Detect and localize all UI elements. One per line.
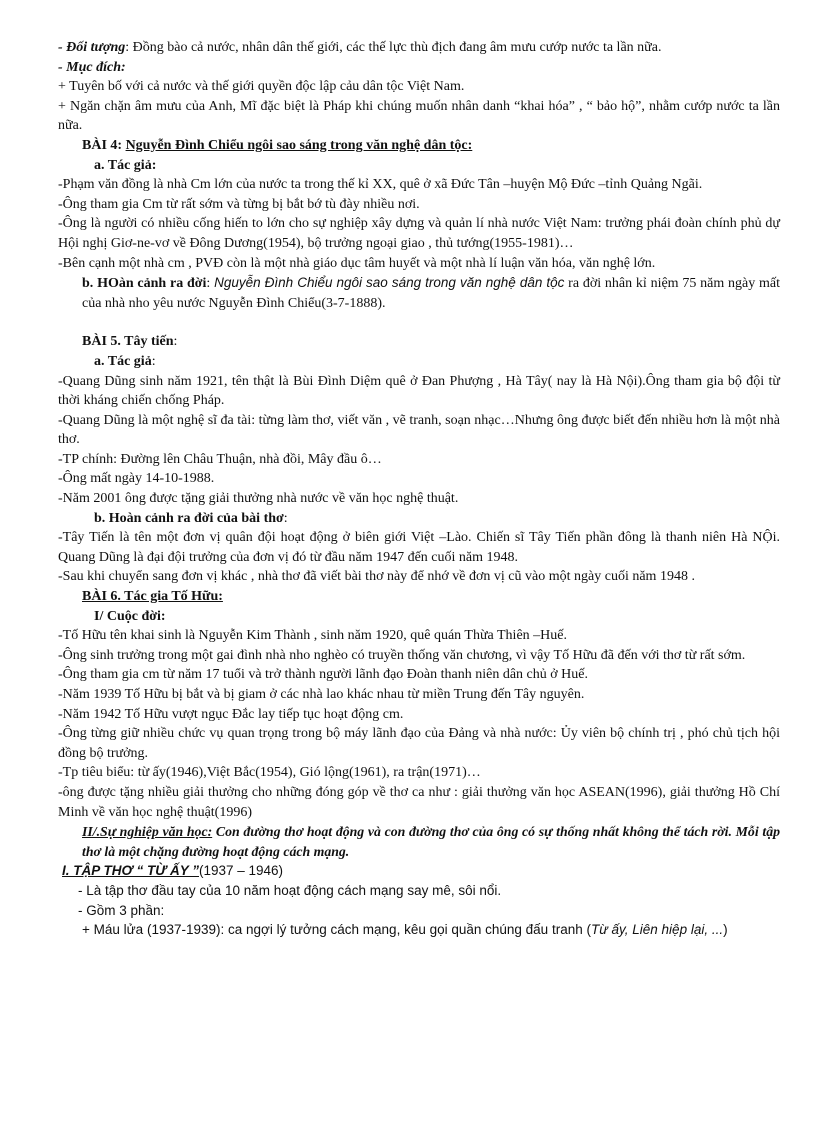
bai-6-i-item: -ông được tặng nhiều giải thưởng cho những đóng góp về thơ ca như : giải thưởng văn học ASEAN(1996), giải thưởng Hồ Chí Minh về văn học nghệ thuật(1996) (58, 784, 780, 820)
muc-dich-line (58, 58, 780, 78)
bai-5-a-heading (58, 352, 780, 372)
bai-6-ii-label: II/.Sự nghiệp văn học: (82, 824, 213, 840)
bai-4-b-rest: ra đời nhân kỉ niệm 75 năm ngày mất của nhà nho yêu nước Nguyễn Đình Chiểu(3-7-1888). (82, 276, 780, 311)
muc-dich-item: + Ngăn chặn âm mưu của Anh, Mĩ đặc biệt là Pháp khi chúng muốn nhân danh “khai hóa” , “ bảo hộ”, nhằm cướp nước ta lần nữa. (58, 98, 780, 134)
bai-6-heading: BÀI 6. Tác gia Tố Hữu: (82, 589, 223, 605)
bai-6-i-item: -Tp tiêu biểu: từ ấy(1946),Việt Bắc(1954), Gió lộng(1961), ra trận(1971)… (58, 765, 481, 781)
bai-4-prefix: BÀI 4: (82, 137, 126, 153)
bai-6-i-item: -Ông sinh trưởng trong một gai đình nhà nho nghèo có truyền thống văn chương, vì vậy Tố Hữu đã đến với thơ từ rất sớm. (58, 647, 746, 663)
tap-tho-heading (58, 861, 780, 881)
bai-5-b-item: -Tây Tiến là tên một đơn vị quân đội hoạt động ở biên giới Việt –Lào. Chiến sĩ Tây Tiến phần đông là thanh niên Hà NỘi. Quang Dũng là đại đội trưởng của đơn vị đó từ đầu năm 1947 đến cuối năm 1948. (58, 530, 780, 565)
bai-6-i-item: -Tố Hữu tên khai sinh là Nguyễn Kim Thành , sinh năm 1920, quê quán Thừa Thiên –Huế. (58, 628, 567, 644)
bai-4-a-label: a. Tác giả: (94, 157, 157, 173)
document-page (58, 38, 780, 940)
bai-4-a-item: -Bên cạnh một nhà cm , PVĐ còn là một nhà giáo dục tâm huyết và một nhà lí luận văn hóa, văn nghệ lớn. (58, 255, 656, 271)
bai-5-a-item: -Năm 2001 ông được tặng giải thưởng nhà nước về văn học nghệ thuật. (58, 491, 459, 507)
bai-6-ii-text: Con đường thơ hoạt động và con đường thơ của ông có sự thống nhất không thể tách rời. Mỗi tập thơ là một chặng đường hoạt động cách mạng. (82, 824, 780, 859)
tap-tho-item: - Gồm 3 phần: (78, 902, 165, 918)
bai-4-a-item: -Phạm văn đồng là nhà Cm lớn của nước ta trong thế kỉ XX, quê ở xã Đức Tân –huyện Mộ Đức –tỉnh Quảng Ngãi. (58, 177, 703, 193)
bai-5-a-item: -TP chính: Đường lên Châu Thuận, nhà đồi, Mây đầu ô… (58, 451, 382, 467)
bai-6-ii-paragraph (58, 822, 780, 861)
bai-5-a-colon: : (151, 353, 156, 369)
bai-5-b-heading (58, 509, 780, 529)
bai-6-i-item: -Ông tham gia cm từ năm 17 tuổi và trở thành người lãnh đạo Đoàn thanh niên dân chủ ở Huế. (58, 667, 588, 683)
bai-5-label: BÀI 5. Tây tiến (82, 334, 174, 350)
bai-4-a-item: -Ông tham gia Cm từ rất sớm và từng bị bắt bớ tù đày nhiều nơi. (58, 196, 420, 212)
bai-5-b-label: b. Hoàn cảnh ra đời của bài thơ (94, 510, 284, 526)
bai-6-i-label: I/ Cuộc đời: (94, 608, 166, 624)
bai-5-b-colon: : (283, 510, 288, 526)
tap-tho-years: (1937 – 1946) (198, 863, 284, 879)
tap-tho-mau-lua: + Máu lửa (1937-1939): ca ngợi lý tưởng cách mạng, kêu gọi quần chúng đấu tranh ( (82, 922, 591, 938)
bai-5-b-item: -Sau khi chuyển sang đơn vị khác , nhà thơ đã viết bài thơ này để nhớ về đơn vị cũ vào một ngày cuối năm 1948 . (58, 569, 695, 585)
tap-tho-item (58, 920, 780, 940)
doi-tuong-label: - Đối tượng (58, 40, 126, 55)
bai-4-b-italic: Nguyễn Đình Chiểu ngôi sao sáng trong văn nghệ dân tộc (214, 275, 565, 291)
bai-5-a-item: -Quang Dũng là một nghệ sĩ đa tài: từng làm thơ, viết văn , vẽ tranh, soạn nhạc…Nhưng ông được biết đến nhiều hơn là một nhà thơ. (58, 412, 780, 448)
bai-5-a-item: -Ông mất ngày 14-10-1988. (58, 471, 215, 487)
tap-tho-item: - Là tập thơ đầu tay của 10 năm hoạt động cách mạng say mê, sôi nổi. (78, 882, 502, 898)
bai-4-heading (58, 136, 780, 156)
bai-6-i-item: -Năm 1939 Tố Hữu bị bắt và bị giam ở các nhà lao khác nhau từ miền Trung đến Tây nguyên. (58, 687, 585, 702)
muc-dich-label: - Mục đích (58, 59, 121, 75)
tap-tho-label: I. TẬP THƠ “ TỪ ẤY ” (62, 863, 199, 879)
doi-tuong-text: : Đồng bào cả nước, nhân dân thế giới, các thế lực thù địch đang âm mưu cướp nước ta lần nữa. (125, 40, 662, 55)
muc-dich-colon: : (121, 59, 126, 75)
tap-tho-mau-lua-end: ) (723, 922, 728, 938)
bai-4-b-paragraph (58, 273, 780, 313)
bai-4-b-colon: : (206, 276, 215, 292)
bai-5-a-label: a. Tác giả (94, 353, 152, 369)
tap-tho-mau-lua-works: Từ ấy, Liên hiệp lại, ... (590, 922, 724, 938)
bai-4-a-item: -Ông là người có nhiều cống hiến to lớn cho sự nghiệp xây dựng và quản lí nhà nước Việt Nam: trưởng phái đoàn chính phủ dự Hội nghị Giơ-ne-vơ về Đông Dương(1954), bộ trưởng ngoại giao , thủ tướng(1955-1981)… (58, 216, 780, 251)
muc-dich-item: + Tuyên bố với cả nước và thế giới quyền độc lập cảu dân tộc Việt Nam. (58, 79, 465, 95)
bai-6-i-item: -Ông từng giữ nhiều chức vụ quan trọng trong bộ máy lãnh đạo của Đảng và nhà nước: Ủy viên bộ chính trị , phó chủ tịch hội đồng bộ trưởng. (58, 726, 780, 761)
bai-6-i-item: -Năm 1942 Tố Hữu vượt ngục Đắc lay tiếp tục hoạt động cm. (58, 706, 404, 722)
bai-4-title: Nguyễn Đình Chiểu ngôi sao sáng trong văn nghệ dân tộc: (125, 137, 473, 153)
bai-4-b-label: b. HOàn cảnh ra đời (82, 276, 207, 292)
bai-5-a-item: -Quang Dũng sinh năm 1921, tên thật là Bùi Đình Diệm quê ở Đan Phượng , Hà Tây( nay là Hà Nội).Ông tham gia bộ đội từ thời kháng chiến chống Pháp. (58, 373, 780, 409)
bai-5-heading (58, 332, 780, 352)
bai-5-colon: : (173, 334, 178, 350)
doi-tuong-line (58, 38, 780, 58)
